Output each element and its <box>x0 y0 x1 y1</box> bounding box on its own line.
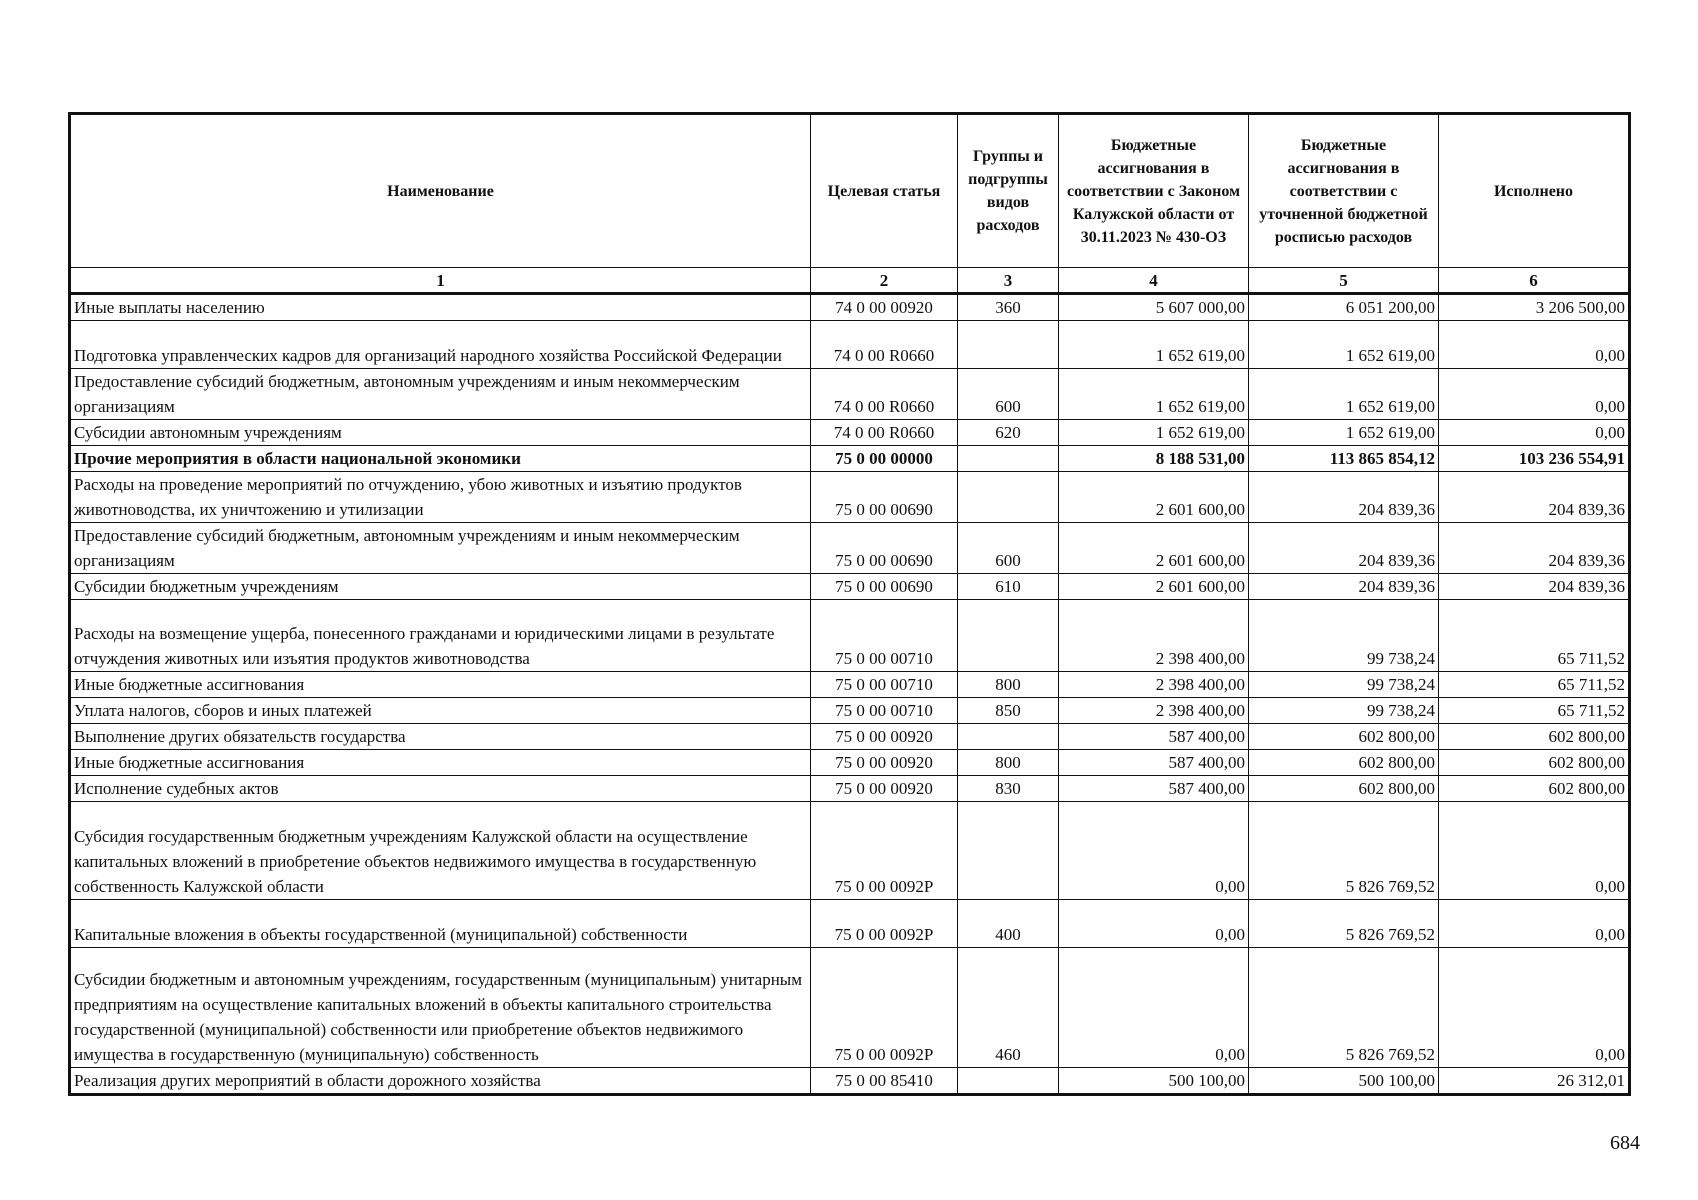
row-name: Реализация других мероприятий в области дорожного хозяйства <box>70 1068 811 1095</box>
header-expense-groups: Группы и подгруппы видов расходов <box>958 114 1059 268</box>
table-row <box>70 600 1630 672</box>
row-refined-amount: 5 826 769,52 <box>1249 802 1439 900</box>
row-name: Расходы на возмещение ущерба, понесенного гражданами и юридическими лицами в результате отчуждения животных или изъятия продуктов животноводства <box>70 600 811 672</box>
row-target-article: 74 0 00 00920 <box>811 294 958 321</box>
row-target-article: 75 0 00 00920 <box>811 776 958 802</box>
row-refined-amount: 5 826 769,52 <box>1249 900 1439 948</box>
row-target-article: 75 0 00 0092Р <box>811 948 958 1068</box>
row-name: Иные бюджетные ассигнования <box>70 672 811 698</box>
row-target-article: 75 0 00 00710 <box>811 600 958 672</box>
row-target-article: 75 0 00 0092Р <box>811 900 958 948</box>
header-name: Наименование <box>70 114 811 268</box>
row-refined-amount: 204 839,36 <box>1249 523 1439 574</box>
row-expense-group: 620 <box>958 420 1059 446</box>
column-number: 2 <box>811 268 958 294</box>
table-row <box>70 574 1630 600</box>
row-law-amount: 2 601 600,00 <box>1059 523 1249 574</box>
row-law-amount: 0,00 <box>1059 802 1249 900</box>
row-name: Подготовка управленческих кадров для организаций народного хозяйства Российской Федерации <box>70 321 811 369</box>
row-expense-group: 360 <box>958 294 1059 321</box>
row-refined-amount: 113 865 854,12 <box>1249 446 1439 472</box>
table-row <box>70 420 1630 446</box>
row-expense-group <box>958 724 1059 750</box>
table-row <box>70 369 1630 420</box>
header-refined-allocations: Бюджетные ассигнования в соответствии с уточненной бюджетной росписью расходов <box>1249 114 1439 268</box>
column-number: 4 <box>1059 268 1249 294</box>
row-refined-amount: 500 100,00 <box>1249 1068 1439 1095</box>
page-number: 684 <box>1610 1132 1640 1154</box>
row-target-article: 74 0 00 R0660 <box>811 321 958 369</box>
table-row <box>70 900 1630 948</box>
row-target-article: 74 0 00 R0660 <box>811 420 958 446</box>
row-name: Иные выплаты населению <box>70 294 811 321</box>
row-law-amount: 2 601 600,00 <box>1059 574 1249 600</box>
row-expense-group: 800 <box>958 750 1059 776</box>
row-executed-amount: 602 800,00 <box>1439 776 1630 802</box>
row-expense-group <box>958 600 1059 672</box>
table-header-row <box>70 114 1630 268</box>
table-row <box>70 1068 1630 1095</box>
row-executed-amount: 204 839,36 <box>1439 472 1630 523</box>
row-expense-group <box>958 472 1059 523</box>
row-law-amount: 1 652 619,00 <box>1059 369 1249 420</box>
row-name: Субсидии бюджетным учреждениям <box>70 574 811 600</box>
row-expense-group <box>958 1068 1059 1095</box>
row-executed-amount: 0,00 <box>1439 802 1630 900</box>
row-executed-amount: 602 800,00 <box>1439 750 1630 776</box>
row-law-amount: 1 652 619,00 <box>1059 321 1249 369</box>
row-refined-amount: 1 652 619,00 <box>1249 369 1439 420</box>
row-law-amount: 1 652 619,00 <box>1059 420 1249 446</box>
row-refined-amount: 5 826 769,52 <box>1249 948 1439 1068</box>
row-target-article: 75 0 00 00000 <box>811 446 958 472</box>
table-row <box>70 776 1630 802</box>
row-target-article: 75 0 00 00920 <box>811 750 958 776</box>
row-law-amount: 5 607 000,00 <box>1059 294 1249 321</box>
row-target-article: 75 0 00 85410 <box>811 1068 958 1095</box>
row-expense-group: 400 <box>958 900 1059 948</box>
row-name: Расходы на проведение мероприятий по отчуждению, убою животных и изъятию продуктов животноводства, их уничтожению и утилизации <box>70 472 811 523</box>
row-name: Субсидии автономным учреждениям <box>70 420 811 446</box>
row-law-amount: 0,00 <box>1059 900 1249 948</box>
column-number: 5 <box>1249 268 1439 294</box>
row-refined-amount: 6 051 200,00 <box>1249 294 1439 321</box>
row-law-amount: 587 400,00 <box>1059 750 1249 776</box>
row-executed-amount: 0,00 <box>1439 900 1630 948</box>
row-name: Уплата налогов, сборов и иных платежей <box>70 698 811 724</box>
row-name: Предоставление субсидий бюджетным, автономным учреждениям и иным некоммерческим организациям <box>70 523 811 574</box>
row-law-amount: 8 188 531,00 <box>1059 446 1249 472</box>
row-target-article: 75 0 00 00690 <box>811 523 958 574</box>
row-law-amount: 500 100,00 <box>1059 1068 1249 1095</box>
row-refined-amount: 1 652 619,00 <box>1249 321 1439 369</box>
row-target-article: 75 0 00 00690 <box>811 472 958 523</box>
row-target-article: 75 0 00 00690 <box>811 574 958 600</box>
column-number: 1 <box>70 268 811 294</box>
row-law-amount: 2 398 400,00 <box>1059 672 1249 698</box>
row-expense-group: 600 <box>958 369 1059 420</box>
row-executed-amount: 0,00 <box>1439 420 1630 446</box>
row-law-amount: 587 400,00 <box>1059 776 1249 802</box>
row-target-article: 75 0 00 00710 <box>811 672 958 698</box>
row-refined-amount: 99 738,24 <box>1249 600 1439 672</box>
table-body <box>70 294 1630 1095</box>
row-expense-group <box>958 321 1059 369</box>
row-executed-amount: 26 312,01 <box>1439 1068 1630 1095</box>
column-number: 6 <box>1439 268 1630 294</box>
row-expense-group <box>958 446 1059 472</box>
row-target-article: 75 0 00 00710 <box>811 698 958 724</box>
table-row <box>70 750 1630 776</box>
row-executed-amount: 204 839,36 <box>1439 574 1630 600</box>
row-executed-amount: 3 206 500,00 <box>1439 294 1630 321</box>
row-executed-amount: 65 711,52 <box>1439 672 1630 698</box>
table-row <box>70 672 1630 698</box>
row-name: Выполнение других обязательств государства <box>70 724 811 750</box>
row-refined-amount: 602 800,00 <box>1249 776 1439 802</box>
row-expense-group: 800 <box>958 672 1059 698</box>
row-target-article: 75 0 00 0092Р <box>811 802 958 900</box>
row-name: Исполнение судебных актов <box>70 776 811 802</box>
row-name: Капитальные вложения в объекты государственной (муниципальной) собственности <box>70 900 811 948</box>
row-expense-group: 460 <box>958 948 1059 1068</box>
row-name: Предоставление субсидий бюджетным, автономным учреждениям и иным некоммерческим организациям <box>70 369 811 420</box>
row-expense-group: 850 <box>958 698 1059 724</box>
row-law-amount: 587 400,00 <box>1059 724 1249 750</box>
table-row <box>70 724 1630 750</box>
row-executed-amount: 65 711,52 <box>1439 600 1630 672</box>
row-executed-amount: 0,00 <box>1439 369 1630 420</box>
column-number: 3 <box>958 268 1059 294</box>
row-expense-group: 830 <box>958 776 1059 802</box>
row-refined-amount: 602 800,00 <box>1249 750 1439 776</box>
row-name: Прочие мероприятия в области национальной экономики <box>70 446 811 472</box>
row-refined-amount: 602 800,00 <box>1249 724 1439 750</box>
row-refined-amount: 99 738,24 <box>1249 698 1439 724</box>
table-row <box>70 321 1630 369</box>
row-refined-amount: 204 839,36 <box>1249 472 1439 523</box>
row-name: Иные бюджетные ассигнования <box>70 750 811 776</box>
table-row <box>70 523 1630 574</box>
row-refined-amount: 99 738,24 <box>1249 672 1439 698</box>
row-law-amount: 2 398 400,00 <box>1059 600 1249 672</box>
row-expense-group <box>958 802 1059 900</box>
row-law-amount: 2 601 600,00 <box>1059 472 1249 523</box>
table-row <box>70 472 1630 523</box>
row-expense-group: 600 <box>958 523 1059 574</box>
row-executed-amount: 602 800,00 <box>1439 724 1630 750</box>
row-name: Субсидия государственным бюджетным учреждениям Калужской области на осуществление капитальных вложений в приобретение объектов недвижимого имущества в государственную собственность Калужской области <box>70 802 811 900</box>
header-target-article: Целевая статья <box>811 114 958 268</box>
header-executed: Исполнено <box>1439 114 1630 268</box>
table-row <box>70 698 1630 724</box>
table-row <box>70 446 1630 472</box>
header-law-allocations: Бюджетные ассигнования в соответствии с Законом Калужской области от 30.11.2023 № 430-ОЗ <box>1059 114 1249 268</box>
row-executed-amount: 103 236 554,91 <box>1439 446 1630 472</box>
row-refined-amount: 1 652 619,00 <box>1249 420 1439 446</box>
row-law-amount: 2 398 400,00 <box>1059 698 1249 724</box>
row-law-amount: 0,00 <box>1059 948 1249 1068</box>
row-name: Субсидии бюджетным и автономным учреждениям, государственным (муниципальным) унитарным предприятиям на осуществление капитальных вложений в объекты капитального строительства государственной (муниципальной) собственности или приобретение объектов недвижимого имущества в государственную (муниципальную) собственность <box>70 948 811 1068</box>
column-numbers-row <box>70 268 1630 294</box>
budget-table <box>68 112 1631 1096</box>
row-expense-group: 610 <box>958 574 1059 600</box>
row-target-article: 75 0 00 00920 <box>811 724 958 750</box>
table-row <box>70 948 1630 1068</box>
row-executed-amount: 0,00 <box>1439 948 1630 1068</box>
row-executed-amount: 204 839,36 <box>1439 523 1630 574</box>
row-target-article: 74 0 00 R0660 <box>811 369 958 420</box>
table-row <box>70 294 1630 321</box>
row-executed-amount: 65 711,52 <box>1439 698 1630 724</box>
row-refined-amount: 204 839,36 <box>1249 574 1439 600</box>
row-executed-amount: 0,00 <box>1439 321 1630 369</box>
table-row <box>70 802 1630 900</box>
